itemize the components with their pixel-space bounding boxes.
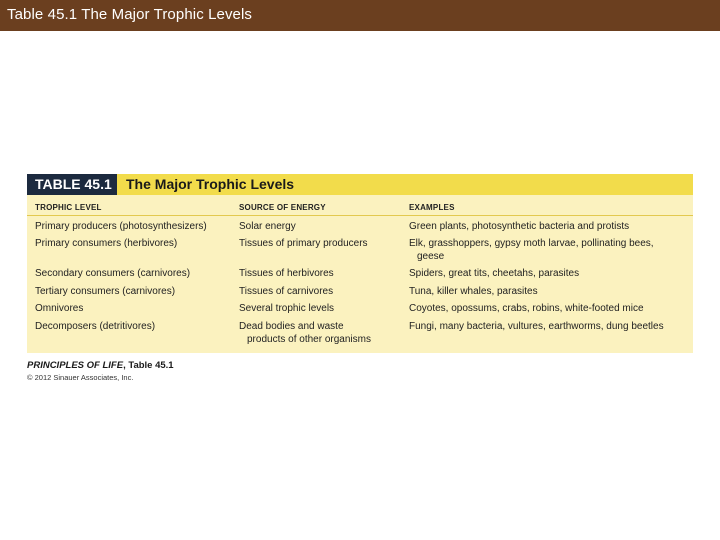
column-header-examples: EXAMPLES (409, 203, 455, 212)
table-cell-examples: Green plants, photosynthetic bacteria and protists (409, 221, 630, 232)
table-cell-examples: Fungi, many bacteria, vultures, earthworms, dung beetles (409, 321, 664, 332)
header-divider (27, 215, 693, 216)
table-reference: , Table 45.1 (123, 360, 174, 371)
table-cell-examples: Spiders, great tits, cheetahs, parasites (409, 268, 580, 279)
column-header-trophic-level: TROPHIC LEVEL (35, 203, 102, 212)
source-citation (27, 360, 174, 371)
table-cell-examples: Elk, grasshoppers, gypsy moth larvae, pollinating bees, (409, 238, 654, 249)
copyright-notice: © 2012 Sinauer Associates, Inc. (27, 373, 134, 382)
slide-title: Table 45.1 The Major Trophic Levels (7, 6, 253, 23)
slide-title-bar (0, 0, 720, 31)
table-cell-level: Omnivores (35, 303, 84, 314)
table-cell-level: Decomposers (detritivores) (35, 321, 156, 332)
table-number-tag: TABLE 45.1 (27, 174, 117, 195)
table-cell-examples: Coyotes, opossums, crabs, robins, white-footed mice (409, 303, 644, 314)
table-cell-source: Dead bodies and waste (239, 321, 344, 332)
column-header-source-of-energy: SOURCE OF ENERGY (239, 203, 326, 212)
table-cell-examples: Tuna, killer whales, parasites (409, 286, 538, 297)
table-cell-source: Tissues of carnivores (239, 286, 334, 297)
table-cell-level: Primary producers (photosynthesizers) (35, 221, 207, 232)
table-cell-source-continued: products of other organisms (247, 334, 371, 345)
table-cell-source: Several trophic levels (239, 303, 335, 314)
table-cell-source: Solar energy (239, 221, 296, 232)
table-header-band (27, 174, 693, 195)
table-cell-level: Primary consumers (herbivores) (35, 238, 178, 249)
table-cell-level: Tertiary consumers (carnivores) (35, 286, 176, 297)
table-cell-source: Tissues of primary producers (239, 238, 368, 249)
table-title: The Major Trophic Levels (126, 176, 295, 192)
book-title: PRINCIPLES OF LIFE (27, 360, 124, 371)
table-cell-source: Tissues of herbivores (239, 268, 334, 279)
table-cell-examples-continued: geese (417, 251, 445, 262)
table-cell-level: Secondary consumers (carnivores) (35, 268, 191, 279)
